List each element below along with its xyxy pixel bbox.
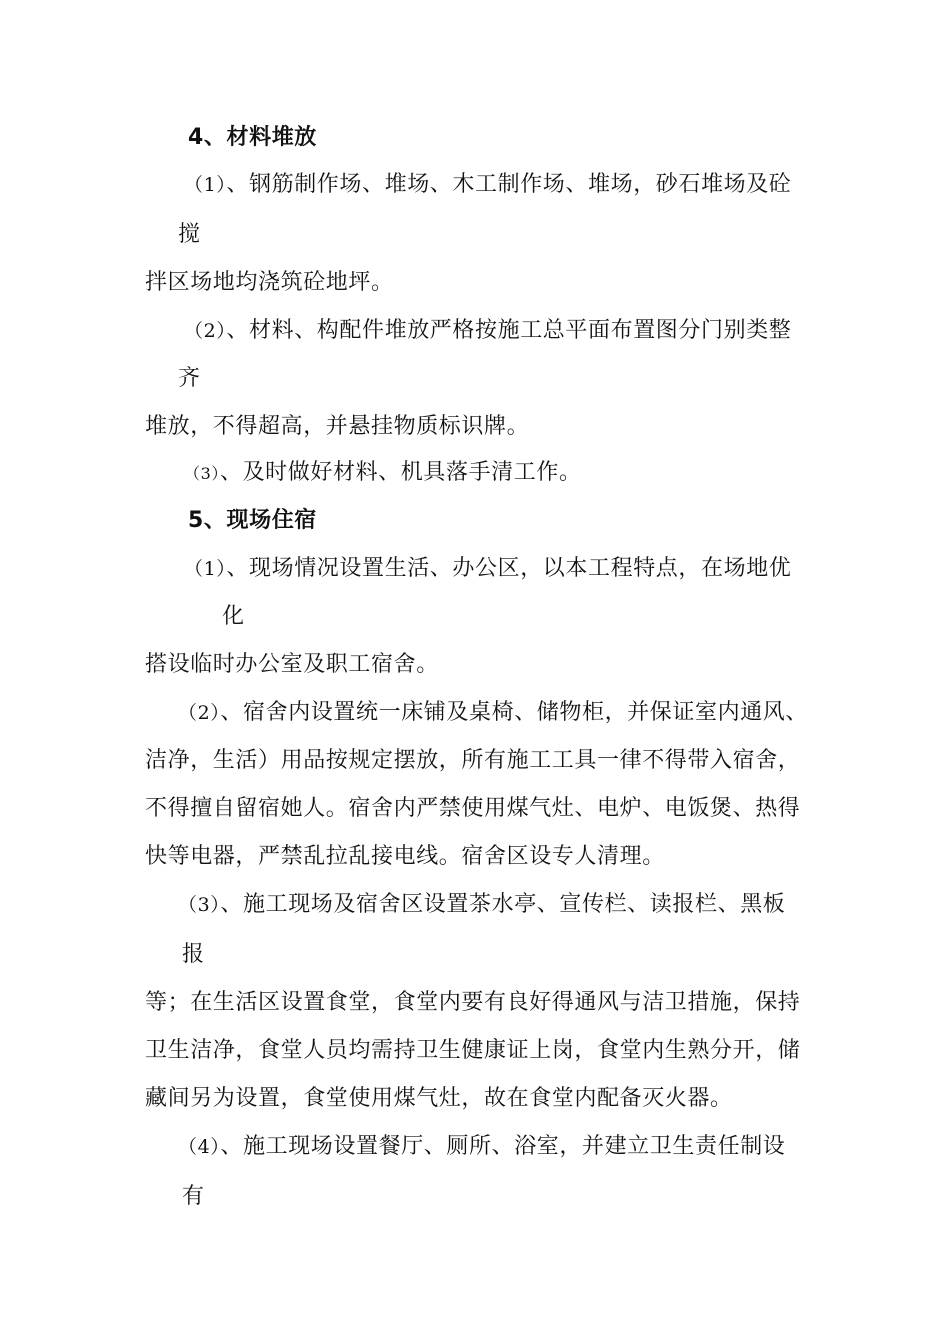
section-5-item-3-line-3: 等；在生活区设置食堂，食堂内要有良好得通风与洁卫措施，保持 xyxy=(145,990,801,1015)
section-5-heading: 5、现场住宿 xyxy=(188,508,317,533)
section-5-item-4-line-2: 有 xyxy=(182,1184,205,1209)
section-4-heading: 4、材料堆放 xyxy=(188,125,317,150)
paragraph-text: 、宿舍内设置统一床铺及桌椅、储物柜，并保证室内通风、 xyxy=(220,700,808,725)
section-5-item-2-line-3: 不得擅自留宿她人。宿舍内严禁使用煤气灶、电炉、电饭煲、热得 xyxy=(145,796,801,821)
section-4-item-2-line-1 xyxy=(184,316,791,346)
section-5-item-2-line-1 xyxy=(178,698,808,728)
section-5-item-2-line-2: 洁净，生活）用品按规定摆放，所有施工工具一律不得带入宿舍， xyxy=(145,748,801,773)
item-number: （1） xyxy=(184,558,227,580)
section-5-item-1-line-2: 化 xyxy=(222,604,245,629)
paragraph-text: 、现场情况设置生活、办公区，以本工程特点，在场地优 xyxy=(226,556,792,581)
paragraph-text: 、及时做好材料、机具落手清工作。 xyxy=(219,460,582,485)
item-number: （4） xyxy=(178,1136,221,1158)
item-number: （3） xyxy=(184,464,220,483)
paragraph-text: 、施工现场及宿舍区设置茶水亭、宣传栏、读报栏、黑板 xyxy=(220,892,786,917)
section-4-item-2-line-3: 堆放，不得超高，并悬挂物质标识牌。 xyxy=(145,414,530,439)
section-4-item-3-line-1 xyxy=(184,458,582,489)
item-number: （2） xyxy=(178,702,221,724)
section-5-item-3-line-2: 报 xyxy=(182,942,205,967)
section-5-item-1-line-1 xyxy=(184,554,791,584)
paragraph-text: 、钢筋制作场、堆场、木工制作场、堆场，砂石堆场及砼 xyxy=(226,172,792,197)
item-number: （2） xyxy=(184,320,227,342)
section-5-item-3-line-4: 卫生洁净，食堂人员均需持卫生健康证上岗，食堂内生熟分开，储 xyxy=(145,1038,801,1063)
section-5-item-1-line-3: 搭设临时办公室及职工宿舍。 xyxy=(145,652,439,677)
section-5-item-2-line-4: 快等电器，严禁乱拉乱接电线。宿舍区设专人清理。 xyxy=(145,844,665,869)
paragraph-text: 、材料、构配件堆放严格按施工总平面布置图分门别类整 xyxy=(226,318,792,343)
section-4-item-1-line-2: 搅 xyxy=(178,222,201,247)
section-5-item-3-line-1 xyxy=(178,890,785,920)
section-4-item-1-line-3: 拌区场地均浇筑砼地坪。 xyxy=(145,270,394,295)
item-number: （1） xyxy=(184,174,227,196)
section-4-item-1-line-1 xyxy=(184,170,791,200)
item-number: （3） xyxy=(178,894,221,916)
section-5-item-3-line-5: 藏间另为设置，食堂使用煤气灶，故在食堂内配备灭火器。 xyxy=(145,1086,733,1111)
section-5-item-4-line-1 xyxy=(178,1132,785,1162)
section-4-item-2-line-2: 齐 xyxy=(178,366,201,391)
paragraph-text: 、施工现场设置餐厅、厕所、浴室，并建立卫生责任制设 xyxy=(220,1134,786,1159)
